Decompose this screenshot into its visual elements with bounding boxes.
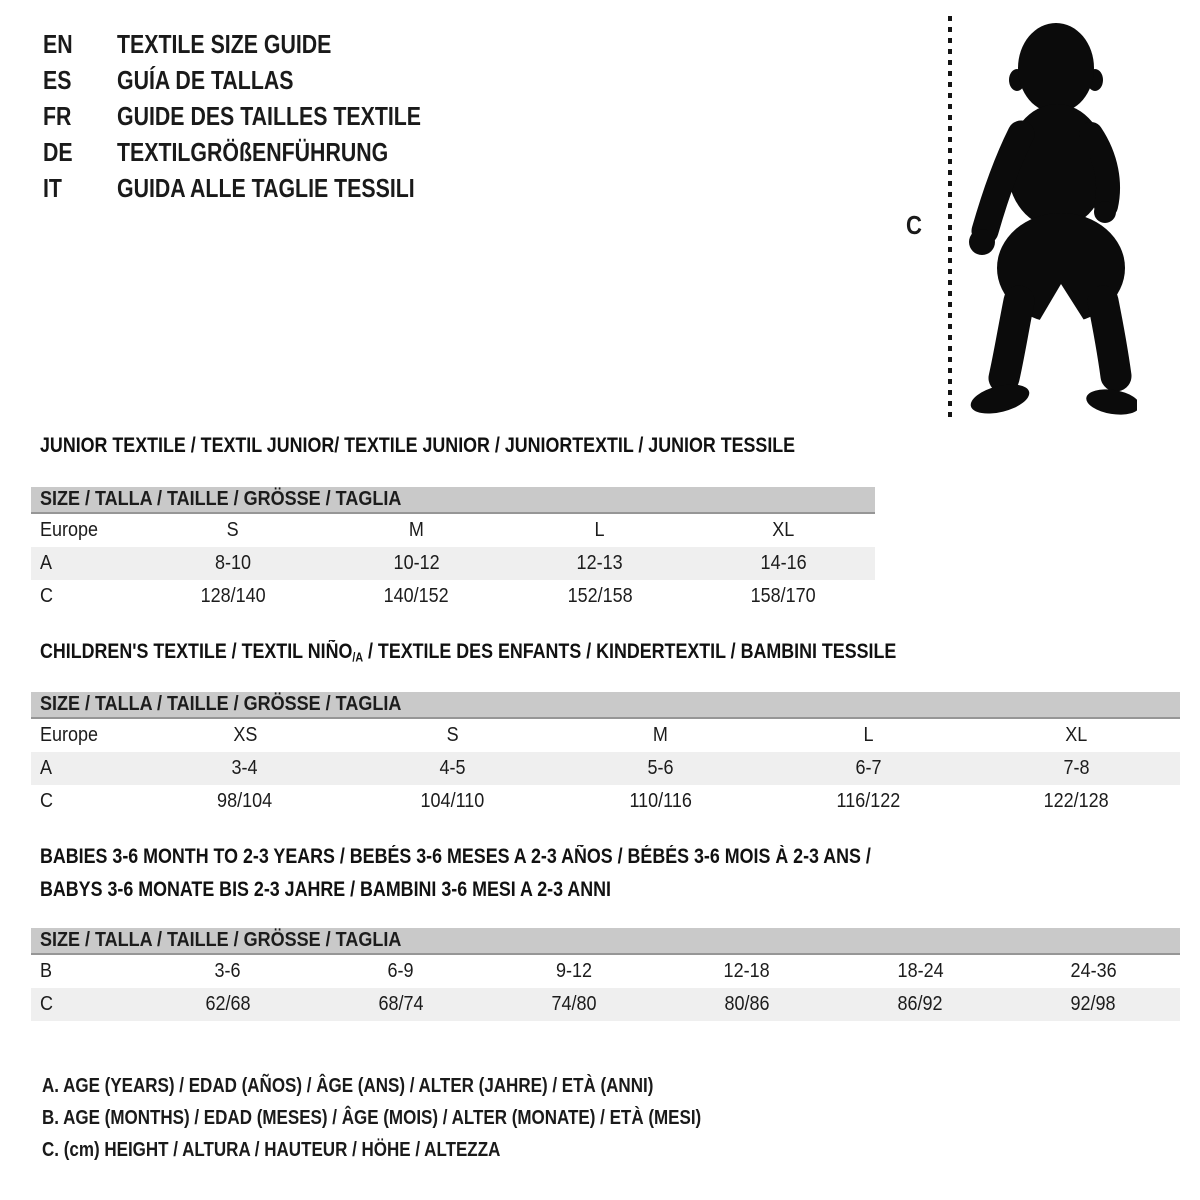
table-cell: 80/86 bbox=[660, 988, 833, 1021]
table-cell: 92/98 bbox=[1007, 988, 1180, 1021]
language-row-de bbox=[43, 134, 488, 170]
language-code: FR bbox=[43, 100, 72, 131]
language-row-es bbox=[43, 62, 488, 98]
table-cell: 10-12 bbox=[325, 547, 509, 580]
table-cell: 128/140 bbox=[200, 585, 266, 607]
table-row bbox=[31, 954, 1180, 988]
column-header: XL bbox=[1065, 724, 1088, 746]
table-cell: 8-10 bbox=[141, 547, 325, 580]
table-cell: 86/92 bbox=[834, 988, 1007, 1021]
column-header: XL bbox=[772, 519, 795, 541]
table-row bbox=[31, 580, 875, 613]
language-row-it bbox=[43, 170, 488, 206]
column-header: L bbox=[594, 519, 605, 541]
legend-line-b: B. AGE (MONTHS) / EDAD (MESES) / ÂGE (MOIS) / ALTER (MONATE) / ETÀ (MESI) bbox=[42, 1106, 702, 1129]
babies-section-title: BABIES 3-6 MONTH TO 2-3 YEARS / BEBÉS 3-6 MESES A 2-3 AÑOS / BÉBÉS 3-6 MOIS À 2-3 ANS / BABYS 3-6 MONATE BIS 2-3 JAHRE / BAMBINI 3-6 MESI A 2-3 ANNI bbox=[40, 845, 871, 901]
table-cell: 158/170 bbox=[750, 585, 816, 607]
dashed-measure-line bbox=[948, 16, 952, 417]
size-header-bar: SIZE / TALLA / TAILLE / GRÖSSE / TAGLIA bbox=[31, 928, 1180, 954]
guide-title-fr: GUIDE DES TAILLES TEXTILE bbox=[117, 100, 422, 131]
region-label: Europe bbox=[40, 519, 99, 541]
column-header: M bbox=[652, 724, 668, 746]
table-cell: 98/104 bbox=[217, 790, 273, 812]
children-size-table bbox=[31, 692, 1180, 818]
table-cell: 4-5 bbox=[349, 752, 557, 785]
column-header: L bbox=[863, 724, 874, 746]
table-cell: 12-18 bbox=[724, 960, 771, 982]
table-cell: 6-7 bbox=[764, 752, 972, 785]
table-cell: 116/122 bbox=[836, 790, 901, 812]
guide-title-it: GUIDA ALLE TAGLIE TESSILI bbox=[117, 172, 415, 203]
language-code: EN bbox=[43, 28, 73, 59]
table-cell: 6-9 bbox=[387, 960, 414, 982]
table-cell: 152/158 bbox=[567, 585, 633, 607]
size-header-bar: SIZE / TALLA / TAILLE / GRÖSSE / TAGLIA bbox=[31, 692, 1180, 718]
babies-size-table bbox=[31, 928, 1180, 1021]
language-row-fr bbox=[43, 98, 488, 134]
table-row bbox=[31, 785, 1180, 818]
column-header: S bbox=[446, 724, 459, 746]
column-header: M bbox=[408, 519, 424, 541]
table-cell: 14-16 bbox=[692, 547, 876, 580]
table-row bbox=[31, 513, 875, 547]
junior-section-title: JUNIOR TEXTILE / TEXTIL JUNIOR/ TEXTILE JUNIOR / JUNIORTEXTIL / JUNIOR TESSILE bbox=[40, 434, 796, 457]
table-cell: 9-12 bbox=[555, 960, 592, 982]
table-cell: 3-4 bbox=[141, 752, 349, 785]
children-section-title: CHILDREN'S TEXTILE / TEXTIL NIÑO/A / TEXTILE DES ENFANTS / KINDERTEXTIL / BAMBINI TESSILE bbox=[40, 640, 897, 665]
table-cell: 140/152 bbox=[383, 585, 449, 607]
language-code: ES bbox=[43, 64, 72, 95]
guide-title-es: GUÍA DE TALLAS bbox=[117, 64, 294, 95]
baby-silhouette-icon bbox=[963, 16, 1137, 420]
legend-line-c: C. (cm) HEIGHT / ALTURA / HAUTEUR / HÖHE / ALTEZZA bbox=[42, 1138, 501, 1161]
table-row bbox=[31, 718, 1180, 752]
row-label: C bbox=[40, 790, 54, 812]
table-cell: 5-6 bbox=[557, 752, 765, 785]
region-label: Europe bbox=[40, 724, 99, 746]
title-subscript: /A bbox=[352, 650, 364, 665]
language-code: DE bbox=[43, 136, 73, 167]
table-row bbox=[31, 752, 1180, 785]
row-label: B bbox=[40, 960, 53, 982]
measurement-legend bbox=[42, 1070, 818, 1166]
table-cell: 18-24 bbox=[897, 960, 944, 982]
table-cell: 110/116 bbox=[629, 790, 692, 812]
table-cell: 3-6 bbox=[214, 960, 241, 982]
table-cell: 122/128 bbox=[1043, 790, 1109, 812]
table-cell: 104/110 bbox=[420, 790, 485, 812]
table-row bbox=[31, 547, 875, 580]
language-title-list bbox=[43, 26, 488, 206]
table-cell: 24-36 bbox=[1070, 960, 1117, 982]
table-cell: 7-8 bbox=[972, 752, 1180, 785]
row-label: A bbox=[31, 547, 141, 580]
size-header-bar: SIZE / TALLA / TAILLE / GRÖSSE / TAGLIA bbox=[31, 487, 875, 513]
table-row bbox=[31, 988, 1180, 1021]
legend-line-a: A. AGE (YEARS) / EDAD (AÑOS) / ÂGE (ANS) / ALTER (JAHRE) / ETÀ (ANNI) bbox=[42, 1074, 654, 1097]
table-cell: 12-13 bbox=[508, 547, 692, 580]
row-label: A bbox=[31, 752, 141, 785]
table-cell: 62/68 bbox=[141, 988, 314, 1021]
guide-title-de: TEXTILGRÖßENFÜHRUNG bbox=[117, 136, 389, 167]
row-label: C bbox=[40, 585, 54, 607]
guide-title-en: TEXTILE SIZE GUIDE bbox=[117, 28, 332, 59]
column-header: S bbox=[226, 519, 239, 541]
table-cell: 74/80 bbox=[487, 988, 660, 1021]
table-cell: 68/74 bbox=[314, 988, 487, 1021]
language-code: IT bbox=[43, 172, 62, 203]
junior-size-table bbox=[31, 487, 875, 613]
column-header: XS bbox=[232, 724, 257, 746]
row-label: C bbox=[31, 988, 141, 1021]
language-row-en bbox=[43, 26, 488, 62]
height-measure-label: C bbox=[906, 210, 922, 240]
